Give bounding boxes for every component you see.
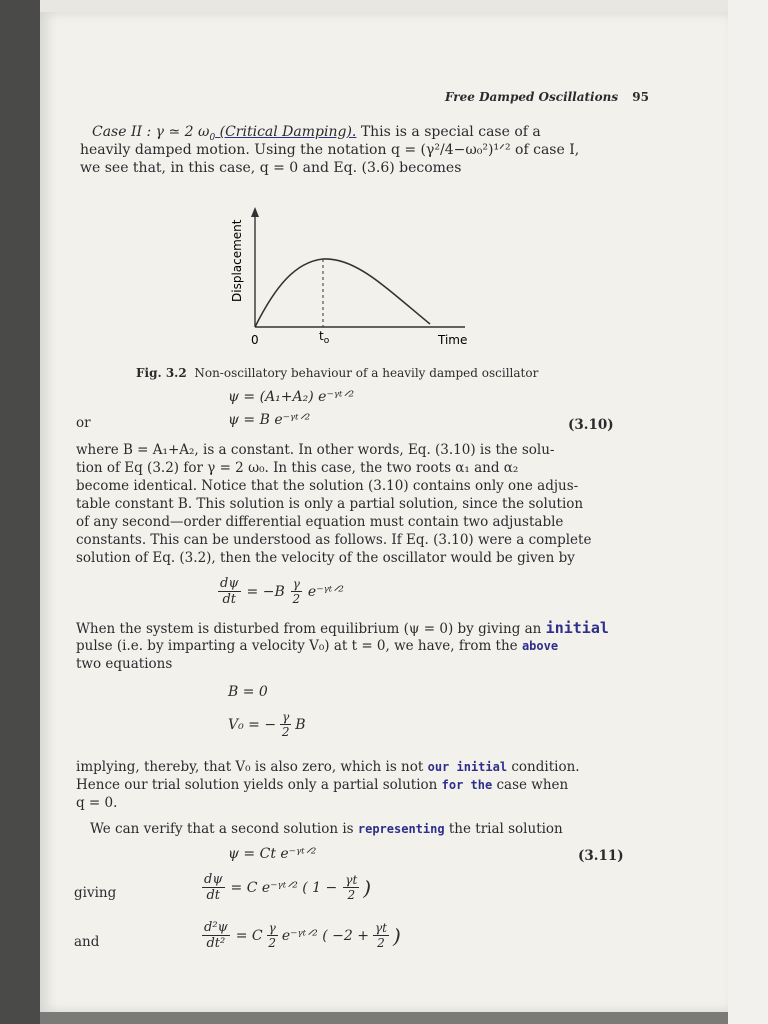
- equation-b-zero: B = 0: [228, 684, 268, 700]
- para1-line-3: become identical. Notice that the solution (3.10) contains only one adjus-: [76, 478, 579, 494]
- y-axis-arrow: [251, 207, 259, 217]
- para1-line-6: constants. This can be understood as follows. If Eq. (3.10) were a complete: [76, 532, 592, 548]
- para1-line-7: solution of Eq. (3.2), then the velocity of the oscillator would be given by: [76, 550, 575, 566]
- equation-3-10: ψ = B e⁻ᵞᵗᐟ²: [228, 412, 311, 428]
- running-header: [445, 90, 649, 104]
- origin-label: 0: [251, 333, 259, 347]
- para3-line-2: Hence our trial solution yields only a partial solution for the case when: [76, 777, 569, 793]
- giving-label: giving: [74, 885, 117, 901]
- and-label: and: [74, 934, 100, 950]
- handwritten-representing: representing: [357, 822, 445, 836]
- figure-caption: Fig. 3.2 Non-oscillatory behaviour of a heavily damped oscillator: [136, 366, 539, 380]
- background-right: [728, 0, 768, 1024]
- equation-3-10-number: (3.10): [568, 417, 614, 433]
- header-title: Free Damped Oscillations: [445, 90, 619, 104]
- equation-second-derivative: $\frac{\text{d²ψ}}{\text{dt²}}$ = C γ 2 e⁻ᵞᵗᐟ² ( −2 + $\frac{\gamma t}{2}$ ): [204, 920, 401, 951]
- para3-line-1: implying, thereby, that V₀ is also zero, which is not our initial condition.: [76, 759, 580, 775]
- para1-line-5: of any second—order differential equation must contain two adjustable: [76, 514, 564, 530]
- background-left: [0, 0, 40, 1024]
- y-axis-label: Displacement: [230, 219, 244, 302]
- damping-figure: [220, 207, 480, 347]
- t0-label: $t_o$: [319, 329, 330, 346]
- book-page: [40, 12, 728, 1012]
- background-bottom: [40, 1012, 728, 1024]
- para1-line-1: where B = A₁+A₂, is a constant. In other words, Eq. (3.10) is the solu-: [76, 442, 555, 458]
- handwritten-our-initial: our initial: [427, 760, 508, 774]
- para1-line-2: tion of Eq (3.2) for γ = 2 ω₀. In this case, the two roots α₁ and α₂: [76, 460, 519, 476]
- x-axis-label: Time: [438, 333, 468, 347]
- para3-line-3: q = 0.: [76, 795, 118, 811]
- equation-psi-sum: ψ = (A₁+A₂) e⁻ᵞᵗᐟ²: [228, 389, 355, 405]
- equation-v0: V₀ = − $\frac{\gamma}{2}$ B: [228, 710, 306, 739]
- para2-line-2: pulse (i.e. by imparting a velocity V₀) at t = 0, we have, from the above: [76, 638, 559, 654]
- handwritten-initial: initial: [545, 619, 609, 637]
- displacement-curve: [255, 259, 430, 327]
- para4-line: We can verify that a second solution is representing the trial solution: [90, 821, 563, 837]
- equation-velocity: $\frac{d\psi}{dt}$ = −B γ 2 e⁻ᵞᵗᐟ²: [220, 576, 344, 607]
- para2-line-1: When the system is disturbed from equilibrium (ψ = 0) by giving an initial: [76, 619, 609, 637]
- para1-line-4: table constant B. This solution is only a partial solution, since the solution: [76, 496, 584, 512]
- case-heading: Case II : γ ≃ 2 $\omega_0$ (Critical Damping).: [92, 124, 357, 143]
- or-label: or: [76, 415, 91, 431]
- handwritten-above: above: [521, 639, 559, 653]
- intro-line-2: heavily damped motion. Using the notation q = (γ²/4−ω₀²)¹ᐟ² of case I,: [80, 142, 580, 158]
- handwritten-for-the: for the: [441, 778, 493, 792]
- page-number: 95: [632, 90, 649, 104]
- intro-line-1: Case II : γ ≃ 2 $\omega_0$ (Critical Damping). This is a special case of a: [92, 124, 541, 143]
- equation-first-derivative: $\frac{d\psi}{dt}$ = C e⁻ᵞᵗᐟ² ( 1 − $\frac{\gamma t}{2}$ ): [204, 872, 372, 903]
- para2-line-3: two equations: [76, 656, 173, 672]
- equation-3-11-number: (3.11): [578, 848, 624, 864]
- intro-line-3: we see that, in this case, q = 0 and Eq. (3.6) becomes: [80, 160, 462, 176]
- equation-3-11: ψ = Ct e⁻ᵞᵗᐟ²: [228, 846, 317, 862]
